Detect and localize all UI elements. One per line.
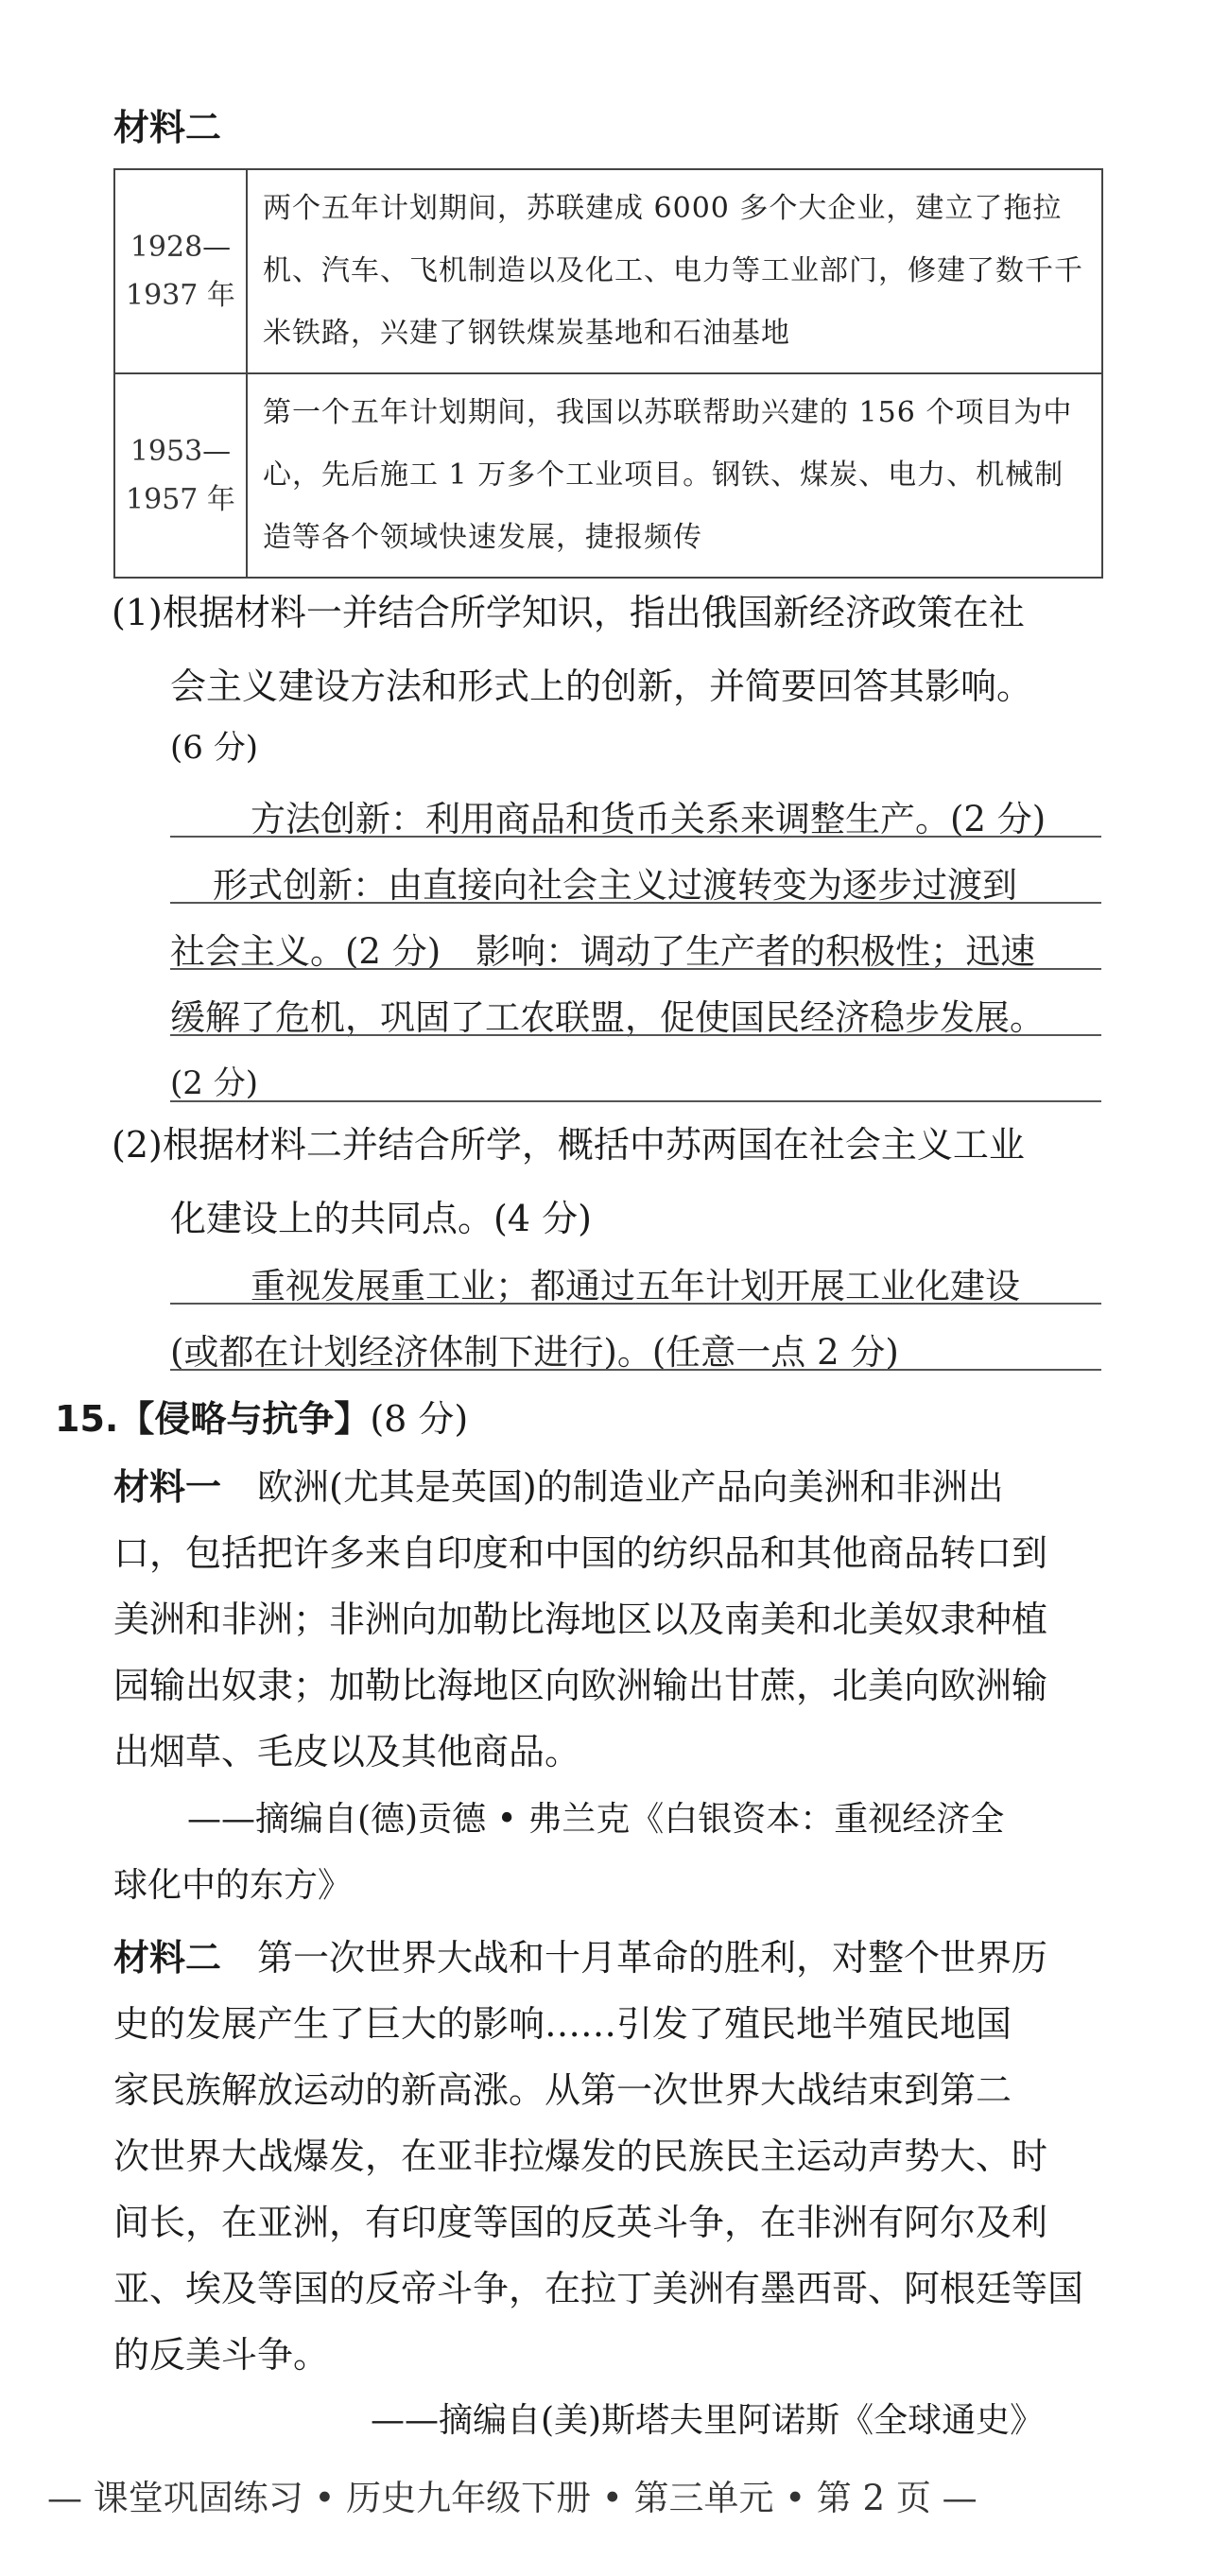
material-two-line: 次世界大战爆发，在亚非拉爆发的民族民主运动声势大、时: [113, 2135, 1048, 2177]
year-end: 1957 年: [126, 483, 235, 516]
year-start: 1928—: [130, 231, 232, 264]
year-cell: [114, 169, 247, 373]
answer-rule: [170, 1369, 1101, 1371]
answer-rule: [170, 836, 1101, 838]
question-1-line-1: (1)根据材料一并结合所学知识，指出俄国新经济政策在社: [112, 592, 1025, 633]
answer-1-line: 社会主义。(2 分) 影响：调动了生产者的积极性；迅速: [170, 931, 1036, 972]
content-cell: 第一个五年计划期间，我国以苏联帮助兴建的 156 个项目为中心，先后施工 1 万多个工业项目。钢铁、煤炭、电力、机械制造等各个领域快速发展，捷报频传: [247, 373, 1102, 578]
answer-2-line: (或都在计划经济体制下进行)。(任意一点 2 分): [170, 1332, 899, 1373]
material-one-line: 材料一 欧洲(尤其是英国)的制造业产品向美洲和非洲出: [113, 1466, 1004, 1508]
question-2-line-2: 化建设上的共同点。(4 分): [170, 1198, 592, 1239]
question-15-header: [55, 1390, 468, 1442]
material-one-line: 园输出奴隶；加勒比海地区向欧洲输出甘蔗，北美向欧洲输: [113, 1665, 1048, 1706]
answer-rule: [170, 1100, 1101, 1102]
answer-2-line: 重视发展重工业；都通过五年计划开展工业化建设: [251, 1266, 1020, 1306]
material-two-line: 家民族解放运动的新高涨。从第一次世界大战结束到第二: [113, 2069, 1012, 2111]
material-two-source: ——摘编自(美)斯塔夫里阿诺斯《全球通史》: [371, 2401, 1045, 2440]
question-number: 15.: [55, 1398, 119, 1440]
material-two-line: 间长，在亚洲，有印度等国的反英斗争，在非洲有阿尔及利: [113, 2202, 1048, 2243]
answer-1-line: 缓解了危机，巩固了工农联盟，促使国民经济稳步发展。: [170, 997, 1045, 1038]
material-two-heading: 材料二: [113, 107, 222, 148]
material-one-line: 美洲和非洲；非洲向加勒比海地区以及南美和北美奴隶种植: [113, 1599, 1048, 1640]
question-title: 【侵略与抗争】: [118, 1398, 371, 1440]
material-one-line: 口，包括把许多来自印度和中国的纺织品和其他商品转口到: [113, 1532, 1048, 1574]
year-end: 1937 年: [126, 279, 235, 312]
answer-rule: [170, 902, 1101, 904]
material-one-source: 球化中的东方》: [113, 1866, 353, 1905]
table-row: [114, 169, 1102, 373]
material-one-line: 出烟草、毛皮以及其他商品。: [113, 1731, 581, 1772]
year-start: 1953—: [130, 435, 232, 468]
material-two-line: 史的发展产生了巨大的影响……引发了殖民地半殖民地国: [113, 2003, 1012, 2045]
question-score: (8 分): [370, 1398, 469, 1440]
answer-rule: [170, 1034, 1101, 1036]
page-footer: — 课堂巩固练习 • 历史九年级下册 • 第三单元 • 第 2 页 —: [47, 2478, 977, 2518]
year-cell: [114, 373, 247, 578]
answer-rule: [170, 968, 1101, 970]
question-2-line-1: (2)根据材料二并结合所学，概括中苏两国在社会主义工业: [112, 1124, 1025, 1166]
material-one-label: 材料一: [113, 1466, 222, 1508]
material-two-line: 材料二 第一次世界大战和十月革命的胜利，对整个世界历: [113, 1937, 1048, 1979]
material-one-source: ——摘编自(德)贡德 • 弗兰克《白银资本：重视经济全: [187, 1800, 1005, 1839]
answer-1-line: 形式创新：由直接向社会主义过渡转变为逐步过渡到: [213, 865, 1017, 906]
answer-1-line: (2 分): [170, 1064, 258, 1102]
material-two-table: [113, 168, 1103, 579]
table-row: [114, 373, 1102, 578]
answer-1-line: 方法创新：利用商品和货币关系来调整生产。(2 分): [251, 799, 1047, 839]
material-two-line: 的反美斗争。: [113, 2334, 330, 2376]
content-cell: 两个五年计划期间，苏联建成 6000 多个大企业，建立了拖拉机、汽车、飞机制造以及化工、电力等工业部门，修建了数千千米铁路，兴建了钢铁煤炭基地和石油基地: [247, 169, 1102, 373]
material-two-label: 材料二: [113, 1937, 222, 1979]
question-1-line-2: 会主义建设方法和形式上的创新，并简要回答其影响。: [170, 666, 1033, 707]
material-two-line: 亚、埃及等国的反帝斗争，在拉丁美洲有墨西哥、阿根廷等国: [113, 2268, 1084, 2309]
question-1-score: (6 分): [170, 729, 258, 767]
answer-rule: [170, 1303, 1101, 1305]
